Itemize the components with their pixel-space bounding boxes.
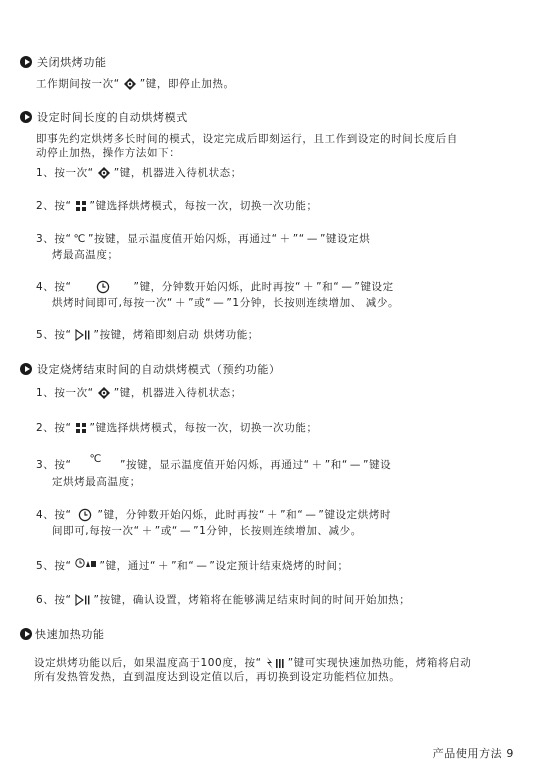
step-4: 4、按“ ”键，分钟数开始闪烁，此时再按“ ＋ ”和“ — ”键设定烘烤时 [36, 509, 392, 521]
step-4-cont: 烘烤时间即可,每按一次“ ＋ ”或“ — ”1分钟，长按则连续增加、 减少。 [52, 297, 400, 309]
minus-key-icon: — [213, 297, 225, 309]
plus-key-icon: ＋ [267, 509, 279, 521]
section-title: 快速加热功能 [35, 628, 105, 641]
paragraph: 工作期间按一次“ ”键，即停止加热。 [36, 78, 235, 90]
step-3: 3、按“ ℃ ”按键，显示温度值开始闪烁，再通过“ ＋ ”“ — ”键设定烘 [36, 233, 371, 245]
play-bullet-icon [20, 628, 32, 640]
start-pause-key-icon [75, 594, 91, 606]
plus-key-icon: ＋ [158, 560, 170, 572]
power-key-icon [123, 77, 137, 91]
step-4-cont: 间即可,每按一次“ ＋ ”或“ — ”1分钟，长按则连续增加、减少。 [52, 525, 362, 537]
plus-key-icon: ＋ [303, 281, 315, 293]
section-heading-end-time-mode [20, 361, 281, 377]
fast-heat-key-icon [265, 656, 285, 670]
step-5: 5、按“ ”键，通过“ ＋ ”和“ — ”设定预计结束烧烤的时间； [36, 558, 349, 573]
step-2: 2、按“ ”键选择烘烤模式，每按一次，切换一次功能； [36, 422, 318, 434]
footer-label: 产品使用方法 [432, 747, 503, 760]
section-title: 设定烧烤结束时间的自动烘烤模式（预约功能） [37, 363, 281, 376]
step-4: 4、按“ ”键，分钟数开始闪烁，此时再按“ ＋ ”和“ — ”键设定 [36, 281, 394, 293]
minus-key-icon: — [305, 509, 317, 521]
plus-key-icon: ＋ [174, 297, 187, 309]
minus-key-icon: — [179, 525, 192, 537]
play-bullet-icon [20, 363, 32, 375]
timer-key-icon [78, 508, 92, 522]
menu-key-icon [75, 422, 87, 434]
plus-key-icon: ＋ [311, 459, 323, 471]
minus-key-icon: — [349, 459, 362, 471]
step-1: 1、按一次“ ”键，机器进入待机状态； [36, 387, 242, 399]
menu-key-icon [75, 200, 87, 212]
timer-key-icon [96, 280, 110, 294]
minus-key-icon: — [196, 560, 208, 572]
step-3-cont: 烤最高温度； [52, 249, 119, 261]
page-footer [433, 745, 514, 761]
minus-key-icon: — [306, 233, 318, 245]
page-number: 9 [506, 747, 514, 760]
celsius-key-icon: ℃ [73, 233, 86, 245]
minus-key-icon: — [341, 281, 353, 293]
section-heading-stop-baking [20, 54, 107, 70]
power-key-icon [97, 166, 111, 180]
paragraph-line: 设定烘烤功能以后，如果温度高于100度，按“ ”键可实现快速加热功能，烤箱将启动 [34, 657, 472, 669]
step-5: 5、按“ ”按键，烤箱即刻启动 烘烤功能； [36, 329, 259, 341]
section-title: 关闭烘烤功能 [37, 56, 107, 69]
intro-line: 动停止加热，操作方法如下： [36, 147, 181, 159]
step-1: 1、按一次“ ”键，机器进入待机状态； [36, 167, 242, 179]
step-3: 3、按“ ℃ ”按键，显示温度值开始闪烁，再通过“ ＋ ”和“ — ”键设 [36, 453, 392, 471]
clock-timer-key-icon [75, 557, 97, 569]
section-title: 设定时间长度的自动烘烤模式 [37, 111, 188, 124]
intro-line: 即事先约定烘烤多长时间的模式，设定完成后即刻运行，且工作到设定的时间长度后自 [36, 133, 458, 145]
plus-key-icon: ＋ [141, 525, 153, 537]
play-bullet-icon [20, 56, 32, 68]
section-heading-fast-heat [20, 626, 105, 642]
step-6: 6、按“ ”按键，确认设置，烤箱将在能够满足结束时间的时间开始加热； [36, 594, 411, 606]
step-3-cont: 定烘烤最高温度； [52, 476, 141, 488]
play-bullet-icon [20, 111, 32, 123]
start-pause-key-icon [75, 329, 91, 341]
power-key-icon [97, 386, 111, 400]
paragraph-line: 所有发热管发热，直到温度达到设定值以后，再切换到设定功能档位加热。 [34, 671, 401, 683]
step-2: 2、按“ ”键选择烘烤模式，每按一次，切换一次功能； [36, 200, 318, 212]
celsius-key-icon: ℃ [89, 453, 102, 465]
plus-key-icon: ＋ [279, 233, 291, 245]
section-heading-duration-mode [20, 109, 188, 125]
